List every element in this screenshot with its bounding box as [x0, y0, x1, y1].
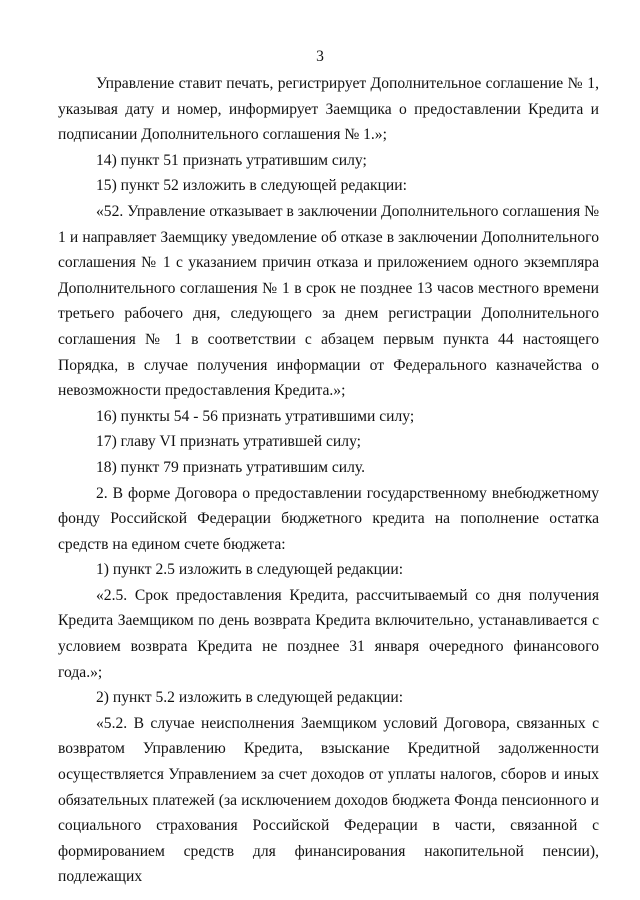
- paragraph: 16) пункты 54 - 56 признать утратившими силу;: [96, 407, 415, 425]
- paragraph: 14) пункт 51 признать утратившим силу;: [96, 151, 367, 169]
- document-body: [58, 71, 599, 890]
- page-number: 3: [316, 48, 324, 65]
- paragraph: «5.2. В случае неисполнения Заемщиком условий Договора, связанных с возвратом Управлению Кредита, взыскание Кредитной задолженности осуществляется Управлением за счет доходов от уплаты налогов, сборов и иных обязательных платежей (за исключением доходов бюджета Фонда пенсионного и социального страхования Российской Федерации в части, связанной с формированием средств для финансирования накопительной пенсии), подлежащих: [58, 714, 599, 886]
- paragraph: 1) пункт 2.5 изложить в следующей редакции:: [96, 561, 404, 579]
- paragraph: 2) пункт 5.2 изложить в следующей редакции:: [96, 689, 404, 707]
- paragraph: 2. В форме Договора о предоставлении государственному внебюджетному фонду Российской Федерации бюджетного кредита на пополнение остатка средств на едином счете бюджета:: [58, 484, 599, 553]
- paragraph: «52. Управление отказывает в заключении Дополнительного соглашения № 1 и направляет Заемщику уведомление об отказе в заключении Дополнительного соглашения № 1 с указанием причин отказа и приложением одного экземпляра Дополнительного соглашения № 1 в срок не позднее 13 часов местного времени третьего рабочего дня, следующего за днем регистрации Дополнительного соглашения № 1 в соответствии с абзацем первым пункта 44 настоящего Порядка, в случае получения информации от Федерального казначейства о невозможности предоставления Кредита.»;: [58, 202, 599, 400]
- paragraph: 17) главу VI признать утратившей силу;: [96, 433, 361, 451]
- paragraph: 15) пункт 52 изложить в следующей редакции:: [96, 177, 407, 195]
- paragraph: Управление ставит печать, регистрирует Дополнительное соглашение № 1, указывая дату и номер, информирует Заемщика о предоставлении Кредита и подписании Дополнительного соглашения № 1.»;: [58, 75, 599, 144]
- paragraph: «2.5. Срок предоставления Кредита, рассчитываемый со дня получения Кредита Заемщиком по день возврата Кредита включительно, устанавливается с условием возврата Кредита не позднее 31 января очередного финансового года.»;: [58, 586, 599, 681]
- paragraph: 18) пункт 79 признать утратившим силу.: [96, 458, 366, 476]
